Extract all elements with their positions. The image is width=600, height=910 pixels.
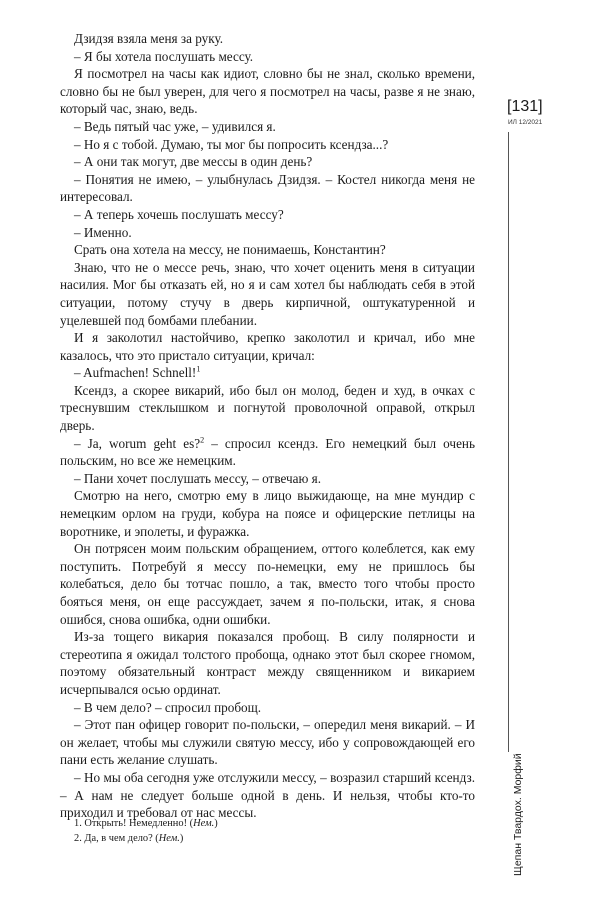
- paragraph: Смотрю на него, смотрю ему в лицо выжидающе, на мне мундир с немецким орлом на груди, кобура на поясе и офицерские петлицы на воротнике, и эполеты, и фуражка.: [60, 488, 475, 539]
- paragraph-question: [60, 435, 475, 470]
- main-text: [60, 30, 475, 822]
- paragraph: – Понятия не имею, – улыбнулась Дзидзя. – Костел никогда меня не интересовал.: [60, 171, 475, 205]
- footnote-2-text: 2. Да, в чем дело? (: [74, 832, 159, 844]
- footnote-2-lang: Нем.: [158, 832, 180, 844]
- paragraph: – Именно.: [74, 224, 132, 240]
- paragraph: – Пани хочет послушать мессу, – отвечаю я.: [74, 470, 321, 486]
- footnote-1-close: ): [214, 818, 218, 829]
- page-number: [131]: [507, 98, 543, 115]
- paragraph: – Ведь пятый час уже, – удивился я.: [74, 118, 276, 134]
- page-number-value: 131: [511, 98, 539, 115]
- paragraph: И я заколотил настойчиво, крепко заколотил и кричал, ибо мне казалось, что это пристало ситуации, кричал:: [60, 330, 475, 363]
- running-head: Щепан Твардох. Морфий: [512, 753, 524, 876]
- journal-issue: ИЛ 12/2021: [508, 119, 543, 126]
- shout-text: – Aufmachen! Schnell!: [74, 365, 197, 381]
- footnote-2-close: ): [179, 832, 184, 844]
- footnote-2: [60, 832, 475, 847]
- footnote-ref-2: 2: [200, 435, 205, 445]
- margin-rule: [508, 132, 509, 752]
- paragraph: Он потрясен моим польским обращением, оттого колеблется, как ему поступить. Потребуй я мессу по-немецки, ему не пришлось бы колебаться, дело бы тотчас пошло, а так, вместо того чтобы просто бояться меня, он еще рассуждает, зачем я по-польски, итак, я снова ошибся, снова ошибка, одни ошибки.: [60, 541, 475, 627]
- paragraph: – Но мы оба сегодня уже отслужили мессу, – возразил старший ксендз. – А нам не следует больше одной в день. И нельзя, чтобы кто-то приходил и требовал от нас мессы.: [60, 769, 475, 821]
- paragraph: – Этот пан офицер говорит по-польски, – опередил меня викарий. – И он желает, чтобы мы служили святую мессу, ибо у сопровождающей его пани есть желание слушать.: [60, 717, 475, 768]
- paragraph: Ксендз, а скорее викарий, ибо был он молод, беден и худ, в очках с треснувшим стеклышком и погнутой проволочной оправой, открыл дверь.: [60, 382, 475, 434]
- paragraph: Из-за тощего викария показался пробощ. В силу полярности и стереотипа я ожидал толстого пробоща, однако этот был скорее гномом, поэтому обязательный контраст между священником и викарием исчерпывался осью ординат.: [60, 629, 475, 697]
- question-quote: – Ja, worum geht es?: [74, 435, 201, 451]
- paragraph-shout: [60, 364, 475, 382]
- footnote-1: [60, 817, 475, 832]
- paragraph: – А они так могут, две мессы в один день?: [74, 154, 313, 170]
- paragraph: Знаю, что не о мессе речь, знаю, что хочет оценить меня в ситуации насилия. Мог бы отказать ей, но я и сам хотел бы наблюдать себя в этой ситуации, потому стучу в дверь кирпичной, оштукатуренной и уцелевшей под бомбами плебании.: [60, 259, 475, 328]
- footnote-1-text: 1. Открыть! Немедленно! (: [74, 818, 194, 829]
- question-rest: – спросил ксендз. Его немецкий был очень польским, но все же немецким.: [60, 435, 475, 469]
- paragraph: Я посмотрел на часы как идиот, словно бы не знал, сколько времени, словно бы не был уверен, для чего я посмотрел на часы, разве я не знаю, который час, знаю, ведь.: [60, 66, 475, 117]
- paragraph: – Я бы хотела послушать мессу.: [74, 48, 254, 64]
- footnote-ref-1: 1: [196, 364, 201, 374]
- paragraph: – А теперь хочешь послушать мессу?: [74, 206, 284, 222]
- footnote-1-lang: Нем.: [193, 818, 215, 829]
- paragraph: – Но я с тобой. Думаю, ты мог бы попросить ксендза...?: [74, 136, 389, 152]
- paragraph: Дзидзя взяла меня за руку.: [74, 31, 224, 46]
- footnotes: [60, 817, 475, 846]
- paragraph: – В чем дело? – спросил пробощ.: [74, 699, 262, 715]
- paragraph: Срать она хотела на мессу, не понимаешь, Константин?: [74, 242, 386, 258]
